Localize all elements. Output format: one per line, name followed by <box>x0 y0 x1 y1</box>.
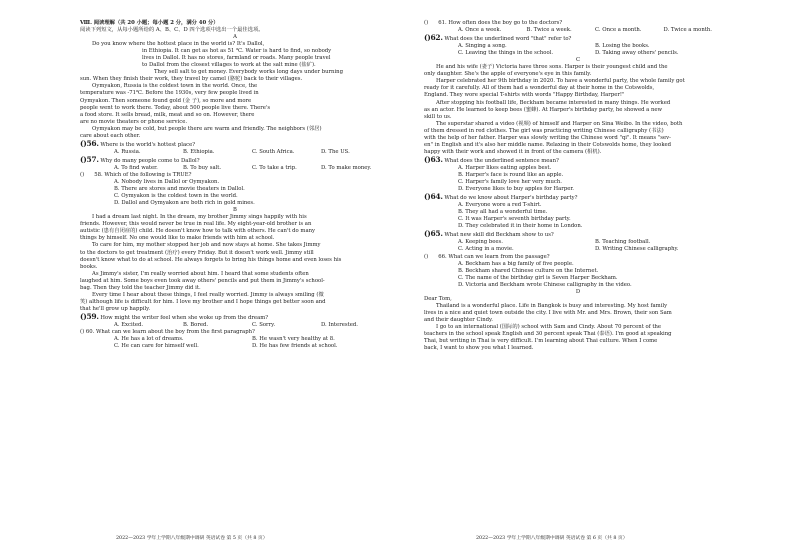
passage-a-line: They sell salt to get money. Everybody works long days under burning <box>154 69 343 76</box>
passage-a-line: are no movie theaters or phone service. <box>80 118 188 125</box>
passage-c-line: He and his wife (妻子) Victoria have three sons. Harper is their youngest child and the <box>436 64 668 71</box>
passage-a-line: Oymyakon. Then someone found gold (金 子), so more and more <box>80 97 252 104</box>
question-64 <box>424 193 732 230</box>
question-number: ()62. <box>424 33 443 43</box>
question-number: ()56. <box>80 138 99 148</box>
passage-b-line: autistic (患有自闭症的) child. He doesn't know how to talk with others. He can't do many <box>80 228 316 235</box>
passage-c-line: The superstar shared a video (视频) of himself and Harper on Sina Weibo. In the video, both <box>436 120 683 127</box>
section-instruction: 阅读下列短文，从每小题所给的 A、B、C、D 四个选项中选出一个最佳选项。 <box>80 27 264 34</box>
passage-d-line: I go to an international (国际的) school with Sam and Cindy. About 70 percent of the <box>436 323 662 330</box>
option-d[interactable]: D. He has few friends at school. <box>252 343 338 350</box>
option-b[interactable]: B. They all had a wonderful time. <box>458 209 548 216</box>
passage-c-line: Harper celebrated her 9th birthday in 2020. To have a wonderful party, the whole family got <box>436 78 685 85</box>
question-61 <box>424 20 732 34</box>
passage-b-line: 笑) although life is difficult for him. I love my brother and I hope things get better soon and <box>80 298 326 305</box>
question-text: What can we learn about the boy from the first paragraph? <box>95 329 255 336</box>
option-a[interactable]: A. Singing a song. <box>458 43 507 50</box>
option-c[interactable]: C. He can care for himself well. <box>114 343 199 350</box>
question-63 <box>424 156 732 193</box>
option-c[interactable]: C. Harper's family love her very much. <box>458 179 562 186</box>
passage-c-line: England. They wore special T-shirts with words "Happy Birthday, Harper!" <box>424 92 625 99</box>
answer-bracket[interactable]: () <box>80 171 85 178</box>
passage-d-line: lives in a nice and quiet town outside the city. I live with Mr. and Mrs. Brown, their son Sam <box>424 309 672 316</box>
option-c[interactable]: C. Leaving the things in the school. <box>458 50 554 57</box>
passage-d-letter: D <box>575 288 581 295</box>
passage-a-line: Oymyakon, Russia is the coldest town in the world. Once, the <box>92 83 258 90</box>
question-number: ()59. <box>80 311 99 321</box>
option-b[interactable]: B. Beckham shared Chinese culture on the Internet. <box>458 267 599 274</box>
passage-c-line: with the help of her father. Harper was slowly writing the Chinese word "qi". It means "sev- <box>424 134 671 141</box>
question-66 <box>424 254 732 289</box>
option-d[interactable]: D. Victoria and Beckham wrote Chinese calligraphy in the video. <box>458 281 632 288</box>
option-a[interactable]: A. Russia. <box>114 148 141 155</box>
option-d[interactable]: D. Interested. <box>321 321 358 328</box>
passage-b-line: friends. However, this would never be true in real life. My eight-year-old brother is an <box>80 221 312 228</box>
passage-d-line: back, I want to show you what I learned. <box>424 345 534 352</box>
question-number: ()64. <box>424 192 443 202</box>
option-a[interactable]: A. He has a lot of dreams. <box>114 336 184 343</box>
question-text: Why do many people come to Dallol? <box>100 157 200 164</box>
option-b[interactable]: B. Harper's face is round like an apple. <box>458 171 564 178</box>
option-b[interactable]: B. There are stores and movie theaters in Dallol. <box>114 186 245 193</box>
question-text: What does the underlined word "that" refer to? <box>444 36 572 43</box>
question-number: ()57. <box>80 154 99 164</box>
question-number: ()65. <box>424 229 443 239</box>
passage-c-line: en" in English and it's also her middle name. Relaxing in their Cotswolds home, they looked <box>424 141 672 148</box>
answer-bracket[interactable]: () <box>424 20 429 26</box>
left-column <box>80 20 390 350</box>
right-column <box>424 20 732 352</box>
passage-b-line: things by himself. No one would like to make friends with him at school. <box>80 235 275 242</box>
passage-a-line: temperature was -71℃. Before the 1930s, very few people lived in <box>80 90 259 97</box>
passage-a <box>80 41 390 140</box>
question-number: 58. <box>94 171 103 178</box>
question-57 <box>80 156 390 172</box>
option-d[interactable]: D. Dallol and Oymyakon are both rich in gold mines. <box>114 200 255 207</box>
question-text: Where is the world's hottest place? <box>100 141 196 148</box>
passage-a-line: people went to work there. Today, about 500 people live there. There's <box>80 104 271 111</box>
option-c[interactable]: C. It was Harper's seventh birthday party. <box>458 216 571 223</box>
option-c[interactable]: C. Sorry. <box>252 321 276 328</box>
passage-b <box>80 214 390 313</box>
option-a[interactable]: A. Nobody lives in Dallol or Oymyakon. <box>114 179 220 186</box>
option-c[interactable]: C. South Africa. <box>252 148 295 155</box>
option-a[interactable]: A. Everyone wore a red T-shirt. <box>458 202 542 209</box>
question-text: How might the writer feel when she woke up from the dream? <box>100 314 269 321</box>
passage-c-line: skill to us. <box>424 113 452 120</box>
passage-c-line: as an actor. He learned to keep bees (蜜蜂). At Harper's birthday party, he showed a new <box>424 106 663 113</box>
option-b[interactable]: B. Twice a week. <box>526 27 572 34</box>
question-58 <box>80 172 390 207</box>
option-d[interactable]: D. The US. <box>321 148 350 155</box>
passage-c-line: of them dressed in red clothes. The girl was practicing writing Chinese calligraphy (书法) <box>424 127 664 134</box>
option-c[interactable]: C. Acting in a movie. <box>458 246 514 253</box>
question-60 <box>80 329 390 350</box>
passage-a-line: in Ethiopia. It can get as hot as 51 ℃. Water is hard to find, so nobody <box>142 48 332 55</box>
question-number: 60. <box>85 329 95 336</box>
option-b[interactable]: B. Bored. <box>183 321 209 328</box>
passage-b-line: To care for him, my mother stopped her job and now stays at home. She takes Jimmy <box>92 242 321 249</box>
passage-b-line: laughed at him. Some boys even took away others' pencils and put them in Jimmy's school- <box>80 277 325 284</box>
option-a[interactable]: A. Harper likes eating apples best. <box>458 164 552 171</box>
option-b[interactable]: B. To buy salt. <box>183 164 222 171</box>
question-65 <box>424 230 732 253</box>
passage-b-line: bag. Then they told the teacher Jimmy did it. <box>80 284 201 291</box>
question-text: What new skill did Beckham show to us? <box>444 232 554 239</box>
passage-d-line: Thai, but writing in Thai is very difficult. I'm learning about Thai culture. When I come <box>424 338 658 345</box>
page-footer-right: 2022—2023 学年上学期八年级期中调研 英语试卷 第 6 页（共 8 页） <box>476 536 628 541</box>
passage-a-line: Do you know where the hottest place in the world is? It's Dallol, <box>92 41 265 48</box>
option-d[interactable]: D. To make money. <box>321 164 372 171</box>
question-59 <box>80 313 390 329</box>
passage-d-line: and their daughter Cindy. <box>424 316 493 323</box>
section-title: Ⅷ. 阅读理解（共 20 小题；每小题 2 分，满分 40 分） <box>80 20 219 26</box>
passage-a-line: care about each other. <box>80 132 141 139</box>
passage-b-line: As Jimmy's sister, I'm really worried about him. I heard that some students often <box>92 270 309 277</box>
passage-c-line: only daughter. She's the apple of everyone's eye in this family. <box>424 71 592 78</box>
question-text: What do we know about Harper's birthday party? <box>444 195 578 202</box>
question-56 <box>80 140 390 156</box>
option-d[interactable]: D. Everyone likes to buy apples for Harper. <box>458 186 574 193</box>
option-a[interactable]: A. To find water. <box>114 164 158 171</box>
passage-c-line: After stopping his football life, Beckham became interested in many things. He worked <box>436 99 671 106</box>
question-text: How often does the boy go to the doctors? <box>448 20 563 26</box>
question-number: 61. <box>438 20 447 26</box>
question-number: ()63. <box>424 154 443 164</box>
question-text: What can we learn from the passage? <box>448 253 550 260</box>
passage-b-line: Every time I hear about these things, I feel really worried. Jimmy is always smiling (微 <box>92 291 324 298</box>
option-d[interactable]: D. Taking away others' pencils. <box>595 50 679 57</box>
passage-a-line: Oymyakon may be cold, but people there are warm and friendly. The neighbors (邻居) <box>92 125 322 132</box>
option-c[interactable]: C. Once a month. <box>595 27 642 34</box>
option-d[interactable]: D. Twice a month. <box>663 27 712 34</box>
question-number: 66. <box>438 253 447 260</box>
passage-a-line: to Dallol from the closest villages to work at the salt mine (盐矿). <box>142 62 316 69</box>
question-text: Which of the following is TRUE? <box>104 171 192 178</box>
option-a[interactable]: A. Keeping bees. <box>458 239 503 246</box>
passage-b-letter: B <box>233 207 237 214</box>
option-a[interactable]: A. Beckham has a big family of five people. <box>458 260 574 267</box>
passage-c-letter: C <box>575 57 581 64</box>
option-b[interactable]: B. Teaching football. <box>595 239 651 246</box>
option-c[interactable]: C. To take a trip. <box>252 164 297 171</box>
passage-a-line: a food store. It sells bread, milk, meat and so on. However, there <box>80 111 255 118</box>
passage-a-line: lives in Dallol. It has no stores, farmland or roads. Many people travel <box>142 55 331 62</box>
option-a[interactable]: A. Once a week. <box>458 27 502 34</box>
letter-greeting: Dear Tom, <box>424 295 452 302</box>
passage-d <box>424 296 732 352</box>
passage-c <box>424 64 732 156</box>
passage-b-line: doesn't know what to do at school. He always forgets to bring his things home and even loses his <box>80 256 342 263</box>
option-c[interactable]: C. The name of the birthday girl is Seven Harper Beckham. <box>458 274 618 281</box>
option-c[interactable]: C. Oymyakon is the coldest town in the world. <box>114 193 238 200</box>
passage-a-line: sun. When they finish their work, they travel by camel (骆驼) back to their villages. <box>80 76 303 83</box>
passage-b-line: books. <box>80 263 98 270</box>
passage-c-line: happy with their work and showed it in front of the camera (相机). <box>424 148 602 155</box>
option-b[interactable]: B. Ethiopia. <box>183 148 215 155</box>
option-b[interactable]: B. He wasn't very healthy at 8. <box>252 336 335 343</box>
answer-bracket[interactable]: () <box>424 253 429 260</box>
question-62 <box>424 34 732 57</box>
page-footer-left: 2022—2023 学年上学期八年级期中调研 英语试卷 第 5 页（共 8 页） <box>116 536 268 541</box>
option-a[interactable]: A. Excited. <box>114 321 144 328</box>
passage-d-line: teachers in the school speak English and 30 percent speak Thai (泰语). I'm good at speaking <box>424 331 672 338</box>
option-d[interactable]: D. Writing Chinese calligraphy. <box>595 246 679 253</box>
passage-b-line: to the doctors to get treatment (治疗) every Friday. But it doesn't work well. Jimmy still <box>80 249 314 256</box>
question-text: What does the underlined sentence mean? <box>444 157 559 164</box>
passage-d-line: Thailand is a wonderful place. Life in Bangkok is busy and interesting. My host family <box>436 302 668 309</box>
option-d[interactable]: D. They celebrated it in their home in London. <box>458 223 583 230</box>
passage-b-line: I had a dream last night. In the dream, my brother Jimmy sings happily with his <box>92 214 307 221</box>
passage-c-line: ready for it carefully. All of them had a wonderful day at their home in the Cotswolds, <box>424 85 655 92</box>
answer-bracket[interactable]: () <box>80 329 85 336</box>
passage-b-line: that he'll grow up happily. <box>80 305 151 312</box>
passage-a-letter: A <box>233 34 237 41</box>
option-b[interactable]: B. Losing the books. <box>595 43 650 50</box>
